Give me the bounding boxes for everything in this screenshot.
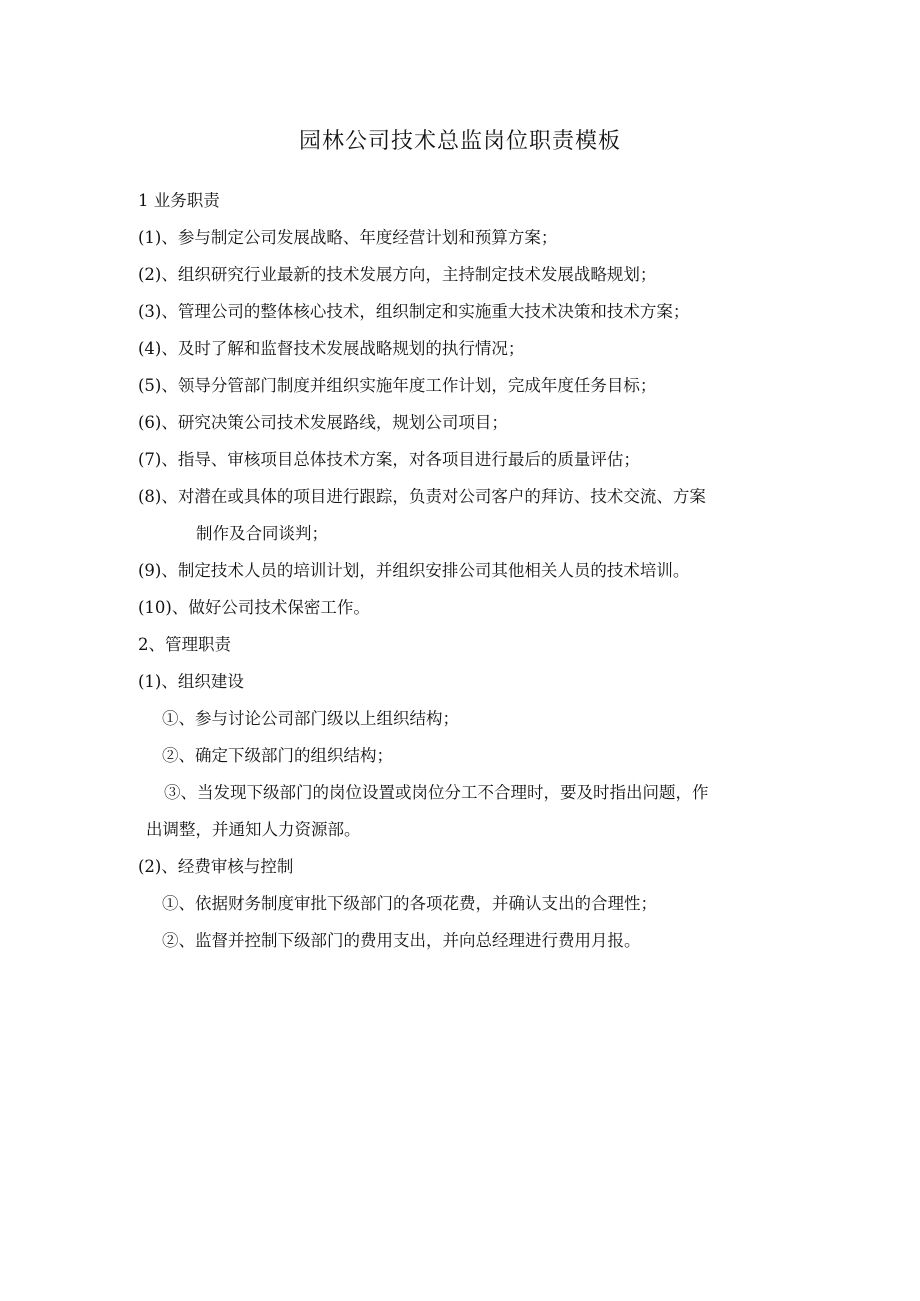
subsection-heading: (1)、组织建设 [138, 672, 244, 691]
document-title: 园林公司技术总监岗位职责模板 [298, 129, 621, 154]
list-item: (1)、参与制定公司发展战略、年度经营计划和预算方案； [138, 228, 558, 247]
list-item: (7)、指导、审核项目总体技术方案，对各项目进行最后的质量评估； [138, 450, 640, 469]
list-item: (6)、研究决策公司技术发展路线，规划公司项目； [138, 413, 508, 432]
list-item: (9)、制定技术人员的培训计划，并组织安排公司其他相关人员的技术培训。 [138, 561, 690, 580]
list-item: ②、确定下级部门的组织结构； [162, 746, 393, 765]
list-item: ②、监督并控制下级部门的费用支出，并向总经理进行费用月报。 [162, 931, 641, 950]
list-item: (2)、组织研究行业最新的技术发展方向，主持制定技术发展战略规划； [138, 265, 657, 284]
list-item: ①、参与讨论公司部门级以上组织结构； [162, 709, 459, 728]
list-item-continuation: 制作及合同谈判； [196, 524, 328, 543]
section-heading-management: 2、管理职责 [138, 635, 231, 654]
list-item: (4)、及时了解和监督技术发展战略规划的执行情况； [138, 339, 525, 358]
subsection-heading: (2)、经费审核与控制 [138, 857, 294, 876]
list-item: ③、当发现下级部门的岗位设置或岗位分工不合理时，要及时指出问题，作 [164, 783, 709, 802]
list-item: (10)、做好公司技术保密工作。 [138, 598, 370, 617]
list-item: (3)、管理公司的整体核心技术，组织制定和实施重大技术决策和技术方案； [138, 302, 690, 321]
section-heading-business: 1 业务职责 [138, 191, 220, 210]
list-item: ①、依据财务制度审批下级部门的各项花费，并确认支出的合理性； [162, 894, 657, 913]
list-item: (5)、领导分管部门制度并组织实施年度工作计划，完成年度任务目标； [138, 376, 657, 395]
list-item-continuation: 出调整，并通知人力资源部。 [146, 820, 361, 839]
list-item: (8)、对潜在或具体的项目进行跟踪，负责对公司客户的拜访、技术交流、方案 [138, 487, 706, 506]
